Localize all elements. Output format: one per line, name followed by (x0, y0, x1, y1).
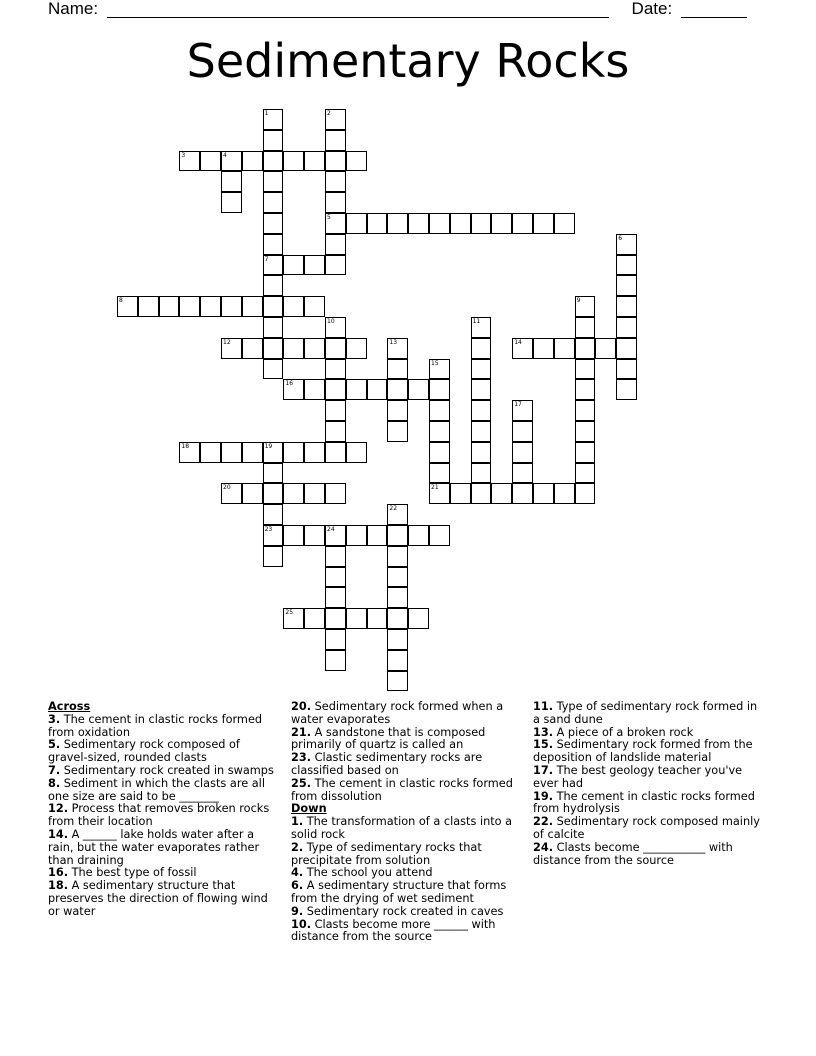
clue-number: 11 (472, 318, 481, 325)
grid-cell[interactable] (200, 296, 221, 317)
grid-cell[interactable] (616, 296, 637, 317)
clue-number: 21 (431, 484, 439, 492)
clue-item (533, 791, 765, 817)
clue-number: 5 (327, 214, 331, 221)
grid-cell[interactable] (346, 151, 367, 172)
grid-cell[interactable] (512, 463, 533, 484)
grid-cell[interactable] (263, 525, 284, 546)
clue-number: 12 (223, 338, 231, 346)
grid-cell[interactable] (263, 317, 284, 338)
grid-cell[interactable] (263, 546, 284, 567)
grid-cell[interactable] (575, 483, 596, 504)
grid-cell[interactable] (575, 400, 596, 421)
grid-cell[interactable] (325, 483, 346, 504)
clue-item (291, 842, 517, 868)
grid-cell[interactable] (408, 525, 429, 546)
clue-item (291, 880, 517, 906)
clue-item-number: 10. (291, 917, 312, 931)
grid-cell[interactable] (387, 359, 408, 380)
grid-cell[interactable] (263, 483, 284, 504)
clue-item-text: Clastic sedimentary rocks are classified based on (291, 751, 483, 777)
clue-item (533, 739, 765, 765)
grid-cell[interactable] (325, 213, 346, 234)
grid-cell[interactable] (283, 608, 304, 629)
clue-item-text: Sediment in which the clasts are all one size are said to be _______ (48, 776, 265, 803)
grid-cell[interactable] (387, 400, 408, 421)
grid-cell[interactable] (387, 525, 408, 546)
grid-cell[interactable] (283, 296, 304, 317)
clue-item-number: 11. (533, 700, 554, 713)
grid-cell[interactable] (554, 213, 575, 234)
clue-item-number: 6. (291, 879, 304, 893)
clue-item-text: Type of sedimentary rock formed in a sand dune (533, 700, 758, 726)
grid-cell[interactable] (429, 421, 450, 442)
clue-number: 14 (514, 338, 522, 346)
grid-cell[interactable] (263, 338, 284, 359)
clue-item-number: 4. (291, 866, 304, 880)
grid-cell[interactable] (512, 213, 533, 234)
grid-cell[interactable] (387, 608, 408, 629)
grid-cell[interactable] (471, 463, 492, 484)
grid-cell[interactable] (616, 338, 637, 359)
grid-cell[interactable] (533, 483, 554, 504)
grid-cell[interactable] (263, 192, 284, 213)
clue-item-text: The transformation of a clasts into a solid rock (291, 815, 513, 841)
date-label: Date: (631, 0, 673, 18)
clue-item-text: The cement in clastic rocks formed from oxidation (48, 712, 263, 739)
grid-cell[interactable] (450, 483, 471, 504)
across-heading: Across (48, 700, 91, 713)
clue-number: 7 (264, 255, 269, 263)
clue-item-text: The cement in clastic rocks formed from dissolution (291, 776, 513, 803)
grid-cell[interactable] (200, 151, 221, 172)
clue-item-text: Sedimentary rock created in caves (303, 904, 504, 918)
clue-item (291, 701, 517, 727)
clue-item-number: 3. (48, 712, 61, 726)
grid-cell[interactable] (575, 317, 596, 338)
clue-item-text: Sedimentary rock composed mainly of calcite (533, 815, 760, 841)
grid-cell[interactable] (512, 338, 533, 359)
clue-number: 1 (264, 110, 269, 117)
clue-item (291, 727, 517, 753)
grid-cell[interactable] (325, 317, 346, 338)
clues-column-2 (291, 701, 517, 944)
grid-cell[interactable] (242, 338, 263, 359)
clue-number: 17 (514, 401, 522, 409)
grid-cell[interactable] (471, 213, 492, 234)
grid-cell[interactable] (346, 442, 367, 463)
grid-cell[interactable] (179, 151, 200, 172)
clue-item (291, 919, 517, 945)
clue-number: 15 (431, 359, 439, 367)
clue-item (533, 701, 765, 727)
grid-cell[interactable] (325, 192, 346, 213)
grid-cell[interactable] (263, 442, 284, 463)
clue-item-text: A piece of a broken rock (553, 725, 694, 739)
clue-item-number: 12. (48, 802, 69, 816)
grid-cell[interactable] (325, 234, 346, 255)
clue-item (291, 752, 517, 778)
grid-cell[interactable] (616, 359, 637, 380)
grid-cell[interactable] (387, 379, 408, 400)
grid-cell[interactable] (263, 504, 284, 525)
down-heading: Down (291, 802, 327, 816)
clue-item (533, 842, 765, 868)
clue-item-number: 22. (533, 815, 554, 829)
grid-cell[interactable] (387, 213, 408, 234)
clue-item (533, 816, 765, 842)
grid-cell[interactable] (429, 442, 450, 463)
grid-cell[interactable] (263, 359, 284, 380)
grid-cell[interactable] (429, 379, 450, 400)
grid-cell[interactable] (325, 546, 346, 567)
grid-cell[interactable] (346, 608, 367, 629)
grid-cell[interactable] (325, 379, 346, 400)
grid-cell[interactable] (512, 421, 533, 442)
grid-cell[interactable] (387, 650, 408, 671)
clue-number: 24 (327, 526, 335, 533)
clue-item-text: The cement in clastic rocks formed from hydrolysis (533, 789, 755, 816)
grid-cell[interactable] (325, 400, 346, 421)
grid-cell[interactable] (471, 421, 492, 442)
clue-number: 9 (576, 297, 581, 305)
grid-cell[interactable] (346, 525, 367, 546)
grid-cell[interactable] (367, 525, 388, 546)
name-label: Name: (48, 0, 99, 18)
grid-cell[interactable] (325, 442, 346, 463)
grid-cell[interactable] (325, 109, 346, 130)
grid-cell[interactable] (325, 338, 346, 359)
grid-cell[interactable] (325, 629, 346, 650)
grid-cell[interactable] (346, 213, 367, 234)
grid-cell[interactable] (533, 338, 554, 359)
grid-cell[interactable] (242, 442, 263, 463)
grid-cell[interactable] (575, 442, 596, 463)
grid-cell[interactable] (283, 442, 304, 463)
grid-cell[interactable] (512, 400, 533, 421)
grid-cell[interactable] (491, 213, 512, 234)
grid-cell[interactable] (471, 317, 492, 338)
grid-cell[interactable] (367, 379, 388, 400)
grid-cell[interactable] (491, 483, 512, 504)
grid-cell[interactable] (471, 379, 492, 400)
clue-number: 18 (181, 442, 190, 450)
grid-cell[interactable] (554, 483, 575, 504)
grid-cell[interactable] (325, 608, 346, 629)
grid-cell[interactable] (263, 213, 284, 234)
grid-cell[interactable] (387, 338, 408, 359)
grid-cell[interactable] (263, 296, 284, 317)
grid-cell[interactable] (325, 525, 346, 546)
clues-column-3 (533, 701, 765, 867)
clue-item-number: 14. (48, 827, 69, 841)
grid-cell[interactable] (387, 421, 408, 442)
grid-cell[interactable] (533, 213, 554, 234)
clue-number: 22 (389, 505, 398, 513)
grid-cell[interactable] (263, 130, 284, 151)
grid-cell[interactable] (283, 483, 304, 504)
grid-cell[interactable] (387, 567, 408, 588)
clue-item-text: A sedimentary structure that forms from the drying of wet sediment (291, 879, 507, 905)
clue-item-text: Sedimentary rock composed of gravel-sized, rounded clasts (48, 738, 240, 765)
grid-cell[interactable] (387, 546, 408, 567)
clue-item-text: Sedimentary rock formed when a water evaporates (291, 700, 504, 726)
clue-item-text: The best type of fossil (68, 866, 197, 880)
grid-cell[interactable] (117, 296, 138, 317)
grid-cell[interactable] (512, 442, 533, 463)
clue-item-number: 9. (291, 904, 304, 918)
grid-cell[interactable] (263, 275, 284, 296)
grid-cell[interactable] (283, 379, 304, 400)
grid-cell[interactable] (616, 275, 637, 296)
clue-number: 10 (327, 318, 335, 325)
clue-item-number: 15. (533, 738, 554, 752)
grid-cell[interactable] (304, 255, 325, 276)
clue-item-number: 1. (291, 815, 304, 829)
clue-item-number: 25. (291, 776, 312, 790)
grid-cell[interactable] (304, 608, 325, 629)
grid-cell[interactable] (575, 296, 596, 317)
grid-cell[interactable] (325, 587, 346, 608)
grid-cell[interactable] (283, 255, 304, 276)
grid-cell[interactable] (304, 296, 325, 317)
clue-number: 3 (181, 151, 186, 159)
clue-item-text: Sedimentary rock formed from the deposition of landslide material (533, 738, 753, 765)
grid-cell[interactable] (221, 483, 242, 504)
clue-item-number: 24. (533, 840, 554, 854)
grid-cell[interactable] (616, 234, 637, 255)
grid-cell[interactable] (408, 213, 429, 234)
clue-item (48, 778, 274, 804)
grid-cell[interactable] (304, 338, 325, 359)
clue-item-text: Process that removes broken rocks from their location (48, 802, 270, 829)
grid-cell[interactable] (595, 338, 616, 359)
grid-cell[interactable] (221, 171, 242, 192)
grid-cell[interactable] (346, 379, 367, 400)
grid-cell[interactable] (304, 442, 325, 463)
grid-cell[interactable] (575, 421, 596, 442)
grid-cell[interactable] (159, 296, 180, 317)
grid-cell[interactable] (471, 338, 492, 359)
clue-item (48, 803, 274, 829)
clue-number: 6 (618, 234, 623, 242)
grid-cell[interactable] (263, 151, 284, 172)
grid-cell[interactable] (387, 671, 408, 692)
clue-item-text: Clasts become more ______ with distance from the source (291, 917, 496, 944)
clue-number: 16 (285, 380, 294, 388)
grid-cell[interactable] (304, 483, 325, 504)
clue-number: 19 (264, 442, 273, 450)
clue-item (533, 765, 765, 791)
clues-column-1 (48, 701, 274, 919)
grid-cell[interactable] (471, 483, 492, 504)
clue-item-number: 16. (48, 866, 69, 880)
grid-cell[interactable] (575, 463, 596, 484)
grid-cell[interactable] (242, 296, 263, 317)
grid-cell[interactable] (554, 338, 575, 359)
grid-cell[interactable] (471, 442, 492, 463)
grid-cell[interactable] (471, 400, 492, 421)
grid-cell[interactable] (263, 109, 284, 130)
clue-item-text: A sandstone that is composed primarily of quartz is called an (291, 725, 486, 752)
grid-cell[interactable] (304, 151, 325, 172)
grid-cell[interactable] (387, 629, 408, 650)
grid-cell[interactable] (575, 379, 596, 400)
clue-item-number: 19. (533, 789, 554, 803)
grid-cell[interactable] (325, 171, 346, 192)
clue-item-text: The school you attend (303, 866, 433, 880)
grid-cell[interactable] (429, 525, 450, 546)
clue-item-number: 18. (48, 879, 69, 893)
clue-item-number: 17. (533, 763, 554, 777)
grid-cell[interactable] (616, 255, 637, 276)
clue-item-text: Sedimentary rock created in swamps (60, 763, 274, 777)
clue-item-number: 13. (533, 725, 554, 739)
clue-item (48, 739, 274, 765)
grid-cell[interactable] (512, 483, 533, 504)
grid-cell[interactable] (325, 650, 346, 671)
grid-cell[interactable] (325, 421, 346, 442)
grid-cell[interactable] (221, 192, 242, 213)
clue-item (291, 816, 517, 842)
grid-cell[interactable] (429, 463, 450, 484)
clue-item-text: The best geology teacher you've ever had (533, 763, 743, 790)
clue-item-text: A sedimentary structure that preserves the direction of flowing wind or water (48, 879, 268, 918)
clue-number: 23 (264, 526, 273, 533)
grid-cell[interactable] (283, 338, 304, 359)
clue-item-number: 2. (291, 840, 304, 854)
grid-cell[interactable] (429, 359, 450, 380)
grid-cell[interactable] (471, 359, 492, 380)
grid-cell[interactable] (200, 442, 221, 463)
grid-cell[interactable] (179, 442, 200, 463)
clue-number: 8 (119, 297, 123, 305)
clue-number: 20 (223, 484, 231, 492)
grid-cell[interactable] (325, 130, 346, 151)
clue-item-number: 5. (48, 738, 61, 752)
grid-cell[interactable] (346, 338, 367, 359)
grid-cell[interactable] (283, 151, 304, 172)
grid-cell[interactable] (616, 379, 637, 400)
grid-cell[interactable] (221, 151, 242, 172)
clue-number: 25 (285, 609, 294, 617)
grid-cell[interactable] (325, 567, 346, 588)
clue-item-text: Type of sedimentary rocks that precipitate from solution (291, 840, 482, 867)
grid-cell[interactable] (221, 296, 242, 317)
clue-item (48, 829, 274, 867)
clue-item-number: 7. (48, 763, 61, 777)
grid-cell[interactable] (429, 483, 450, 504)
clue-item (48, 714, 274, 740)
grid-cell[interactable] (325, 255, 346, 276)
clue-item-number: 23. (291, 751, 312, 765)
clue-item (48, 880, 274, 918)
grid-cell[interactable] (367, 213, 388, 234)
clue-item-number: 20. (291, 700, 312, 713)
grid-cell[interactable] (325, 359, 346, 380)
grid-cell[interactable] (450, 213, 471, 234)
grid-cell[interactable] (221, 338, 242, 359)
grid-cell[interactable] (304, 525, 325, 546)
clue-number: 2 (327, 110, 331, 117)
grid-cell[interactable] (263, 463, 284, 484)
grid-cell[interactable] (367, 608, 388, 629)
grid-cell[interactable] (387, 504, 408, 525)
grid-cell[interactable] (387, 587, 408, 608)
grid-cell[interactable] (429, 213, 450, 234)
clue-number: 4 (223, 151, 227, 159)
grid-cell[interactable] (263, 171, 284, 192)
grid-cell[interactable] (408, 379, 429, 400)
clue-item-text: Clasts become ___________ with distance from the source (533, 840, 733, 867)
grid-cell[interactable] (304, 379, 325, 400)
grid-cell[interactable] (242, 151, 263, 172)
grid-cell[interactable] (242, 483, 263, 504)
grid-cell[interactable] (575, 359, 596, 380)
clue-item-number: 8. (48, 776, 61, 790)
grid-cell[interactable] (408, 608, 429, 629)
grid-cell[interactable] (325, 151, 346, 172)
grid-cell[interactable] (263, 255, 284, 276)
grid-cell[interactable] (616, 317, 637, 338)
grid-cell[interactable] (283, 525, 304, 546)
clue-item-text: A ______ lake holds water after a rain, but the water evaporates rather than draining (48, 827, 260, 867)
page-title: Sedimentary Rocks (186, 34, 630, 88)
clue-item (291, 778, 517, 804)
grid-cell[interactable] (429, 400, 450, 421)
grid-cell[interactable] (263, 234, 284, 255)
grid-cell[interactable] (179, 296, 200, 317)
clue-item-number: 21. (291, 725, 312, 739)
grid-cell[interactable] (575, 338, 596, 359)
grid-cell[interactable] (221, 442, 242, 463)
grid-cell[interactable] (138, 296, 159, 317)
clue-number: 13 (389, 338, 398, 346)
